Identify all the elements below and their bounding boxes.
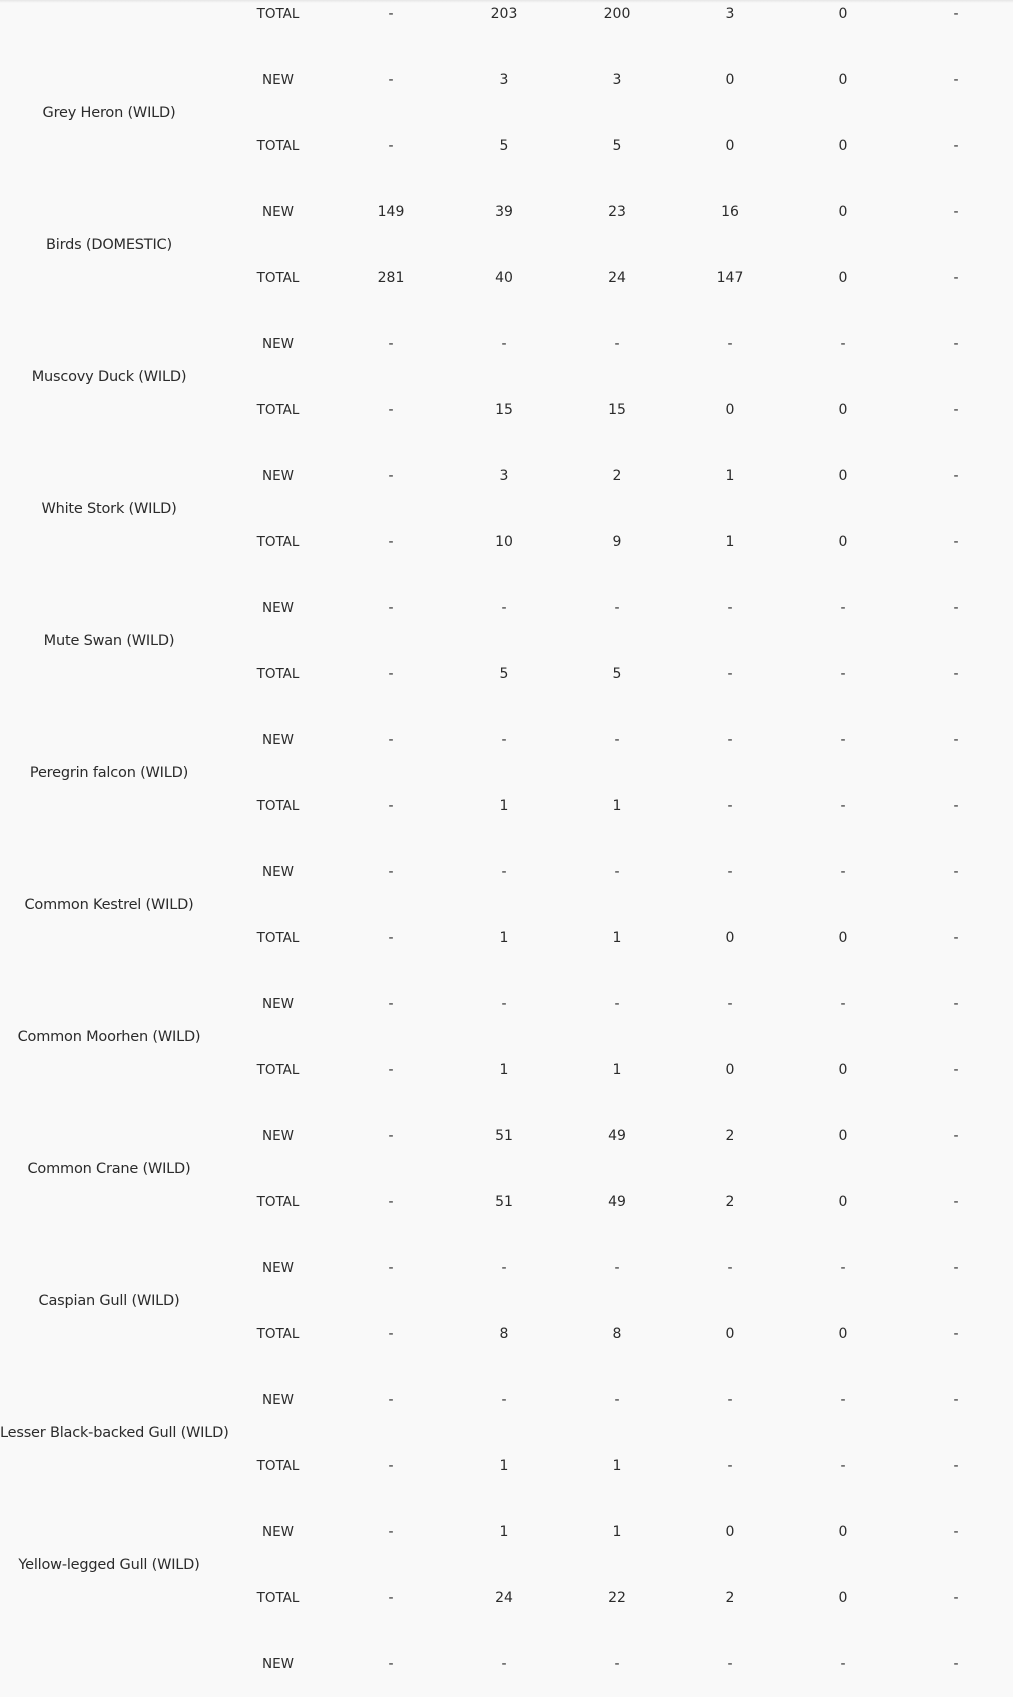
table-row-new xyxy=(0,839,1013,905)
value-cell-col1: - xyxy=(388,534,394,550)
value-cell-col6: - xyxy=(953,1062,959,1078)
row-type-label: TOTAL xyxy=(256,1590,300,1606)
value-cell-col4: 16 xyxy=(721,204,739,220)
value-cell-col4: 147 xyxy=(716,270,744,286)
value-cell-col4: - xyxy=(727,732,733,748)
value-cell-col1: - xyxy=(388,138,394,154)
value-cell-col1: - xyxy=(388,732,394,748)
value-cell-col3: 5 xyxy=(612,666,622,682)
value-cell-col2: - xyxy=(501,1260,507,1276)
value-cell-col4: - xyxy=(727,1458,733,1474)
value-cell-col5: - xyxy=(840,1392,846,1408)
value-cell-col6: - xyxy=(953,72,959,88)
value-cell-col4: - xyxy=(727,864,733,880)
value-cell-col6: - xyxy=(953,1392,959,1408)
value-cell-col4: 0 xyxy=(725,1524,735,1540)
row-type-label: NEW xyxy=(262,600,294,616)
value-cell-col5: 0 xyxy=(838,1524,848,1540)
species-name: Yellow-legged Gull (WILD) xyxy=(18,1557,200,1573)
row-type-label: NEW xyxy=(262,1392,294,1408)
value-cell-col1: - xyxy=(388,1590,394,1606)
value-cell-col1: - xyxy=(388,798,394,814)
value-cell-col6: - xyxy=(953,1590,959,1606)
value-cell-col2: 1 xyxy=(499,1062,509,1078)
value-cell-col6: - xyxy=(953,1128,959,1144)
species-name: Lesser Black-backed Gull (WILD) xyxy=(0,1425,229,1441)
species-name: Common Crane (WILD) xyxy=(27,1161,191,1177)
value-cell-col5: 0 xyxy=(838,72,848,88)
value-cell-col1: - xyxy=(388,930,394,946)
species-name: White Stork (WILD) xyxy=(41,501,177,517)
value-cell-col3: - xyxy=(614,732,620,748)
value-cell-col1: - xyxy=(388,1656,394,1672)
value-cell-col4: 0 xyxy=(725,72,735,88)
table-row-total xyxy=(0,1037,1013,1103)
table-row-new xyxy=(0,47,1013,113)
row-type-label: NEW xyxy=(262,864,294,880)
value-cell-col6: - xyxy=(953,204,959,220)
value-cell-col5: 0 xyxy=(838,1194,848,1210)
table-row-new xyxy=(0,311,1013,377)
value-cell-col5: 0 xyxy=(838,402,848,418)
value-cell-col5: - xyxy=(840,996,846,1012)
value-cell-col4: 0 xyxy=(725,930,735,946)
value-cell-col5: - xyxy=(840,336,846,352)
value-cell-col5: 0 xyxy=(838,1062,848,1078)
value-cell-col2: 51 xyxy=(495,1194,513,1210)
value-cell-col4: - xyxy=(727,1260,733,1276)
table-row-total xyxy=(0,1301,1013,1367)
value-cell-col4: 3 xyxy=(725,6,735,22)
row-type-label: NEW xyxy=(262,1128,294,1144)
value-cell-col3: 1 xyxy=(612,798,622,814)
value-cell-col2: - xyxy=(501,864,507,880)
value-cell-col2: 5 xyxy=(499,138,509,154)
value-cell-col1: - xyxy=(388,72,394,88)
value-cell-col3: 8 xyxy=(612,1326,622,1342)
value-cell-col5: - xyxy=(840,1656,846,1672)
value-cell-col2: 10 xyxy=(495,534,513,550)
value-cell-col4: - xyxy=(727,666,733,682)
row-type-label: NEW xyxy=(262,72,294,88)
species-name: Muscovy Duck (WILD) xyxy=(31,369,187,385)
value-cell-col4: - xyxy=(727,336,733,352)
row-type-label: TOTAL xyxy=(256,666,300,682)
value-cell-col6: - xyxy=(953,270,959,286)
species-name: Grey Heron (WILD) xyxy=(42,105,176,121)
value-cell-col5: - xyxy=(840,732,846,748)
value-cell-col1: - xyxy=(388,1062,394,1078)
value-cell-col6: - xyxy=(953,468,959,484)
value-cell-col2: 5 xyxy=(499,666,509,682)
row-type-label: TOTAL xyxy=(256,1326,300,1342)
value-cell-col5: 0 xyxy=(838,1326,848,1342)
table-row-total xyxy=(0,905,1013,971)
value-cell-col6: - xyxy=(953,798,959,814)
species-name: Birds (DOMESTIC) xyxy=(46,237,172,253)
value-cell-col3: - xyxy=(614,864,620,880)
value-cell-col3: - xyxy=(614,600,620,616)
value-cell-col4: 0 xyxy=(725,402,735,418)
value-cell-col3: 1 xyxy=(612,1458,622,1474)
value-cell-col1: - xyxy=(388,666,394,682)
value-cell-col6: - xyxy=(953,402,959,418)
value-cell-col3: 49 xyxy=(608,1128,626,1144)
value-cell-col4: 0 xyxy=(725,1326,735,1342)
row-type-label: TOTAL xyxy=(256,1062,300,1078)
value-cell-col5: 0 xyxy=(838,468,848,484)
species-name: Caspian Gull (WILD) xyxy=(38,1293,180,1309)
value-cell-col6: - xyxy=(953,1326,959,1342)
value-cell-col3: - xyxy=(614,996,620,1012)
value-cell-col2: - xyxy=(501,732,507,748)
value-cell-col1: - xyxy=(388,600,394,616)
value-cell-col1: - xyxy=(388,1260,394,1276)
value-cell-col5: 0 xyxy=(838,534,848,550)
value-cell-col6: - xyxy=(953,138,959,154)
value-cell-col6: - xyxy=(953,1194,959,1210)
value-cell-col2: - xyxy=(501,336,507,352)
species-name: Peregrin falcon (WILD) xyxy=(29,765,189,781)
value-cell-col3: 15 xyxy=(608,402,626,418)
value-cell-col2: - xyxy=(501,600,507,616)
table-row-new xyxy=(0,443,1013,509)
value-cell-col3: 1 xyxy=(612,1524,622,1540)
row-type-label: NEW xyxy=(262,732,294,748)
row-type-label: TOTAL xyxy=(256,930,300,946)
table-row-new xyxy=(0,1631,1013,1697)
row-type-label: NEW xyxy=(262,1524,294,1540)
value-cell-col5: - xyxy=(840,1458,846,1474)
value-cell-col5: 0 xyxy=(838,1128,848,1144)
species-name: Common Kestrel (WILD) xyxy=(24,897,194,913)
value-cell-col6: - xyxy=(953,600,959,616)
value-cell-col2: 1 xyxy=(499,1524,509,1540)
value-cell-col5: - xyxy=(840,666,846,682)
value-cell-col3: - xyxy=(614,1260,620,1276)
value-cell-col3: 22 xyxy=(608,1590,626,1606)
value-cell-col4: 2 xyxy=(725,1590,735,1606)
table-row-new xyxy=(0,971,1013,1037)
value-cell-col4: 0 xyxy=(725,138,735,154)
value-cell-col1: - xyxy=(388,1326,394,1342)
value-cell-col6: - xyxy=(953,1524,959,1540)
row-type-label: TOTAL xyxy=(256,402,300,418)
value-cell-col5: - xyxy=(840,798,846,814)
value-cell-col1: - xyxy=(388,996,394,1012)
value-cell-col5: - xyxy=(840,600,846,616)
row-type-label: TOTAL xyxy=(256,138,300,154)
value-cell-col3: 5 xyxy=(612,138,622,154)
value-cell-col3: 2 xyxy=(612,468,622,484)
table-row-total xyxy=(0,1433,1013,1499)
table-row-new xyxy=(0,575,1013,641)
value-cell-col6: - xyxy=(953,1656,959,1672)
row-type-label: NEW xyxy=(262,1656,294,1672)
value-cell-col2: 40 xyxy=(495,270,513,286)
row-type-label: TOTAL xyxy=(256,1194,300,1210)
row-type-label: NEW xyxy=(262,1260,294,1276)
value-cell-col1: - xyxy=(388,336,394,352)
table-row-total xyxy=(0,113,1013,179)
value-cell-col3: 200 xyxy=(603,6,631,22)
value-cell-col5: 0 xyxy=(838,1590,848,1606)
value-cell-col4: - xyxy=(727,1656,733,1672)
table-row-total xyxy=(0,509,1013,575)
value-cell-col1: - xyxy=(388,864,394,880)
table-row-new xyxy=(0,1499,1013,1565)
table-row-new xyxy=(0,1103,1013,1169)
value-cell-col3: - xyxy=(614,1656,620,1672)
value-cell-col2: 8 xyxy=(499,1326,509,1342)
value-cell-col3: 1 xyxy=(612,1062,622,1078)
value-cell-col2: 15 xyxy=(495,402,513,418)
value-cell-col4: 1 xyxy=(725,534,735,550)
table-row-total xyxy=(0,1169,1013,1235)
value-cell-col6: - xyxy=(953,864,959,880)
value-cell-col6: - xyxy=(953,666,959,682)
value-cell-col2: 1 xyxy=(499,798,509,814)
value-cell-col6: - xyxy=(953,6,959,22)
row-type-label: TOTAL xyxy=(256,6,300,22)
value-cell-col1: - xyxy=(388,402,394,418)
species-name: Mute Swan (WILD) xyxy=(43,633,175,649)
value-cell-col6: - xyxy=(953,534,959,550)
value-cell-col1: 281 xyxy=(377,270,405,286)
value-cell-col4: 0 xyxy=(725,1062,735,1078)
value-cell-col6: - xyxy=(953,732,959,748)
value-cell-col1: - xyxy=(388,1128,394,1144)
row-type-label: TOTAL xyxy=(256,534,300,550)
value-cell-col4: - xyxy=(727,600,733,616)
value-cell-col3: 9 xyxy=(612,534,622,550)
table-row-new xyxy=(0,1367,1013,1433)
value-cell-col5: 0 xyxy=(838,270,848,286)
value-cell-col2: 39 xyxy=(495,204,513,220)
row-type-label: NEW xyxy=(262,204,294,220)
species-name: Common Moorhen (WILD) xyxy=(17,1029,201,1045)
table-row-total xyxy=(0,773,1013,839)
table-row-new xyxy=(0,179,1013,245)
value-cell-col1: - xyxy=(388,1194,394,1210)
row-type-label: NEW xyxy=(262,468,294,484)
value-cell-col5: 0 xyxy=(838,204,848,220)
table-row-total xyxy=(0,1565,1013,1631)
value-cell-col4: - xyxy=(727,996,733,1012)
value-cell-col3: - xyxy=(614,1392,620,1408)
value-cell-col6: - xyxy=(953,1458,959,1474)
table-row-total xyxy=(0,641,1013,707)
value-cell-col1: - xyxy=(388,1458,394,1474)
value-cell-col2: 1 xyxy=(499,930,509,946)
value-cell-col4: 2 xyxy=(725,1128,735,1144)
value-cell-col6: - xyxy=(953,336,959,352)
value-cell-col3: 1 xyxy=(612,930,622,946)
value-cell-col5: 0 xyxy=(838,6,848,22)
value-cell-col1: 149 xyxy=(377,204,405,220)
value-cell-col2: - xyxy=(501,1392,507,1408)
value-cell-col5: 0 xyxy=(838,138,848,154)
value-cell-col1: - xyxy=(388,468,394,484)
value-cell-col3: 3 xyxy=(612,72,622,88)
value-cell-col6: - xyxy=(953,930,959,946)
value-cell-col1: - xyxy=(388,1524,394,1540)
value-cell-col2: - xyxy=(501,996,507,1012)
value-cell-col4: - xyxy=(727,1392,733,1408)
value-cell-col1: - xyxy=(388,1392,394,1408)
value-cell-col2: 51 xyxy=(495,1128,513,1144)
row-type-label: TOTAL xyxy=(256,798,300,814)
value-cell-col2: 3 xyxy=(499,468,509,484)
table-row-total xyxy=(0,245,1013,311)
value-cell-col5: - xyxy=(840,864,846,880)
value-cell-col2: 3 xyxy=(499,72,509,88)
value-cell-col5: - xyxy=(840,1260,846,1276)
value-cell-col2: 1 xyxy=(499,1458,509,1474)
value-cell-col2: 24 xyxy=(495,1590,513,1606)
row-type-label: NEW xyxy=(262,336,294,352)
value-cell-col6: - xyxy=(953,996,959,1012)
value-cell-col2: 203 xyxy=(490,6,518,22)
value-cell-col3: 24 xyxy=(608,270,626,286)
row-type-label: TOTAL xyxy=(256,1458,300,1474)
row-type-label: NEW xyxy=(262,996,294,1012)
value-cell-col4: 1 xyxy=(725,468,735,484)
value-cell-col4: - xyxy=(727,798,733,814)
table-row-total xyxy=(0,0,1013,47)
value-cell-col3: 23 xyxy=(608,204,626,220)
row-type-label: TOTAL xyxy=(256,270,300,286)
value-cell-col5: 0 xyxy=(838,930,848,946)
value-cell-col6: - xyxy=(953,1260,959,1276)
value-cell-col2: - xyxy=(501,1656,507,1672)
value-cell-col3: 49 xyxy=(608,1194,626,1210)
value-cell-col1: - xyxy=(388,6,394,22)
table-row-total xyxy=(0,377,1013,443)
table-row-new xyxy=(0,1235,1013,1301)
value-cell-col4: 2 xyxy=(725,1194,735,1210)
table-row-new xyxy=(0,707,1013,773)
value-cell-col3: - xyxy=(614,336,620,352)
